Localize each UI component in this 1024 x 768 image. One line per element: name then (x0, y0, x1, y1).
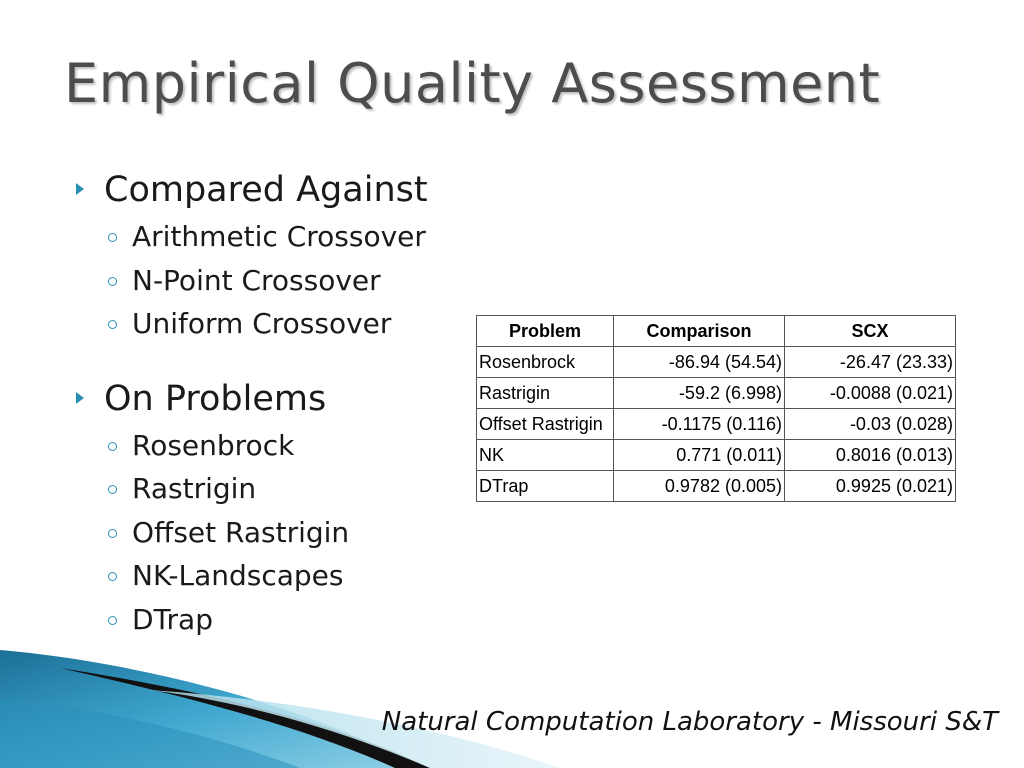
table-cell: 0.9925 (0.021) (785, 471, 956, 502)
bullet-on-problems (76, 374, 476, 424)
sub-bullet-label: N-Point Crossover (132, 263, 381, 297)
bullet-compared-against (76, 165, 476, 215)
circle-bullet-icon (108, 233, 117, 242)
table-cell: -26.47 (23.33) (785, 347, 956, 378)
table-row (477, 471, 956, 502)
bullet-label: On Problems (104, 378, 327, 419)
sub-bullet-label: Rastrigin (132, 472, 257, 505)
table-cell: -59.2 (6.998) (614, 378, 785, 409)
results-table (476, 315, 956, 502)
table-cell: -0.0088 (0.021) (785, 378, 956, 409)
table-cell: 0.8016 (0.013) (785, 440, 956, 471)
circle-bullet-icon (108, 320, 117, 329)
sub-bullet-label: Rosenbrock (132, 428, 295, 462)
circle-bullet-icon (108, 572, 117, 581)
sub-bullet (76, 467, 476, 511)
sub-bullet (76, 598, 476, 642)
column-header: Comparison (614, 316, 785, 347)
bullet-list (76, 165, 476, 641)
sub-bullet (76, 215, 476, 259)
slide-title: Empirical Quality Assessment (64, 52, 881, 115)
sub-bullet-label: Arithmetic Crossover (132, 220, 426, 253)
sub-bullet (76, 259, 476, 303)
table-cell: Offset Rastrigin (477, 409, 614, 440)
table-row (477, 347, 956, 378)
table-cell: 0.9782 (0.005) (614, 471, 785, 502)
sub-bullet-label: DTrap (132, 602, 213, 636)
sub-bullet-label: Uniform Crossover (132, 307, 392, 340)
table-cell: -0.03 (0.028) (785, 409, 956, 440)
circle-bullet-icon (108, 485, 117, 494)
table-cell: DTrap (477, 471, 614, 502)
column-header: SCX (785, 316, 956, 347)
sub-bullet (76, 302, 476, 346)
sub-bullet (76, 554, 476, 598)
triangle-bullet-icon (76, 183, 84, 195)
sub-bullet (76, 424, 476, 468)
table-header-row (477, 316, 956, 347)
table-row (477, 440, 956, 471)
sub-bullet (76, 511, 476, 555)
column-header: Problem (477, 316, 614, 347)
table-cell: Rastrigin (477, 378, 614, 409)
circle-bullet-icon (108, 616, 117, 625)
circle-bullet-icon (108, 529, 117, 538)
table-cell: -86.94 (54.54) (614, 347, 785, 378)
table-cell: -0.1175 (0.116) (614, 409, 785, 440)
table-cell: NK (477, 440, 614, 471)
table-row (477, 378, 956, 409)
table-cell: Rosenbrock (477, 347, 614, 378)
sub-bullet-label: NK-Landscapes (132, 559, 344, 592)
circle-bullet-icon (108, 277, 117, 286)
triangle-bullet-icon (76, 392, 84, 404)
sub-bullet-label: Offset Rastrigin (132, 515, 350, 549)
bullet-label: Compared Against (104, 170, 428, 210)
circle-bullet-icon (108, 442, 117, 451)
table-cell: 0.771 (0.011) (614, 440, 785, 471)
table-row (477, 409, 956, 440)
footer-text: Natural Computation Laboratory - Missouri S&T (381, 707, 998, 737)
